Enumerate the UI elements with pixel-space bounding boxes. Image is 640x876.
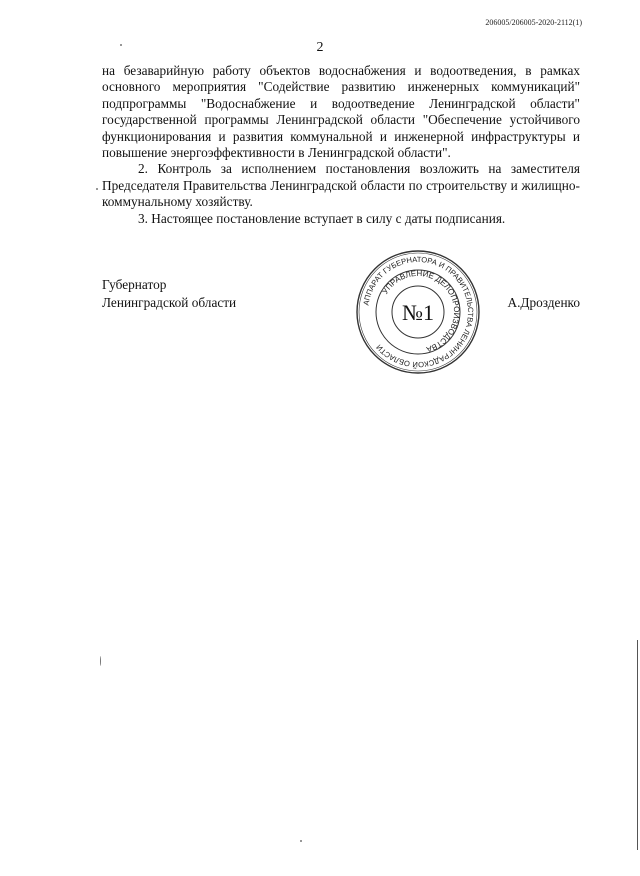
scan-artifact [120, 44, 122, 46]
document-body [102, 63, 580, 227]
scan-artifact [96, 188, 98, 190]
paragraph-3: 3. Настоящее постановление вступает в силу с даты подписания. [138, 210, 506, 226]
seal-number: №1 [402, 300, 434, 325]
page-number: 2 [316, 40, 324, 55]
signatory-title-line2: Ленинградской области [102, 295, 237, 310]
signatory-title-line1: Губернатор [102, 277, 167, 292]
paragraph-2: 2. Контроль за исполнением постановления возложить на заместителя Председателя Правительства Ленинградской области по строительству и жилищно-коммунальному хозяйству. [102, 161, 580, 210]
paragraph-continuation: на безаварийную работу объектов водоснабжения и водоотведения, в рамках основного мероприятия "Содействие развитию инженерных коммуникаций" подпрограммы "Водоснабжение и водоотведение Ленинградской области" государственной программы Ленинградской области "Обеспечение устойчивого функционирования и развития коммунальной и инженерной инфраструктуры и повышение энергоэффективности в Ленинградской области". [102, 63, 580, 161]
document-id: 206005/206005-2020-2112(1) [485, 18, 582, 27]
scan-edge-line [637, 640, 638, 850]
signatory-title [102, 276, 236, 312]
scan-artifact [300, 840, 302, 842]
seal-inner-text: УПРАВЛЕНИЕ ДЕЛОПРОИЗВОДСТВА [380, 268, 462, 354]
signatory-name: А.Дрозденко [507, 295, 580, 310]
seal-ring-text: АППАРАТ ГУБЕРНАТОРА И ПРАВИТЕЛЬСТВА ЛЕНИНГРАДСКОЙ ОБЛАСТИ [361, 254, 476, 370]
official-seal [354, 248, 482, 376]
scan-artifact [100, 656, 101, 666]
